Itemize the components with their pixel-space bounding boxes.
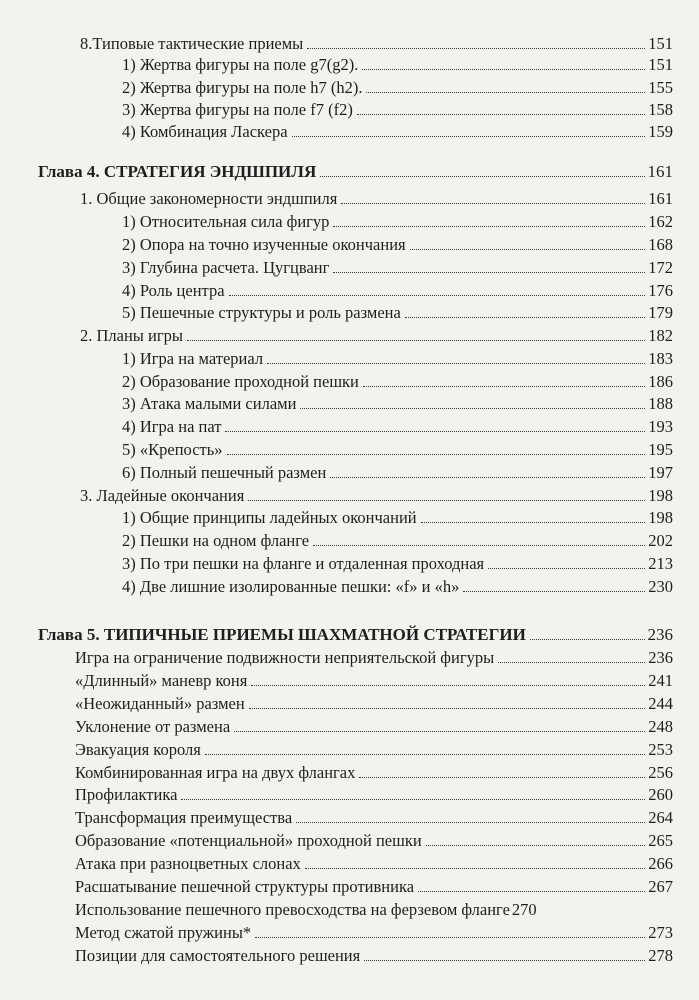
dot-leader: [359, 777, 645, 778]
toc-subsection: [122, 98, 673, 121]
dot-leader: [187, 340, 645, 341]
toc-entry-title: 2) Опора на точно изученные окончания: [122, 235, 406, 254]
toc-entry-title: Расшатывание пешечной структуры противника: [75, 877, 415, 896]
dot-leader: [225, 431, 645, 432]
dot-leader: [248, 500, 645, 501]
toc-entry-title: 4) Две лишние изолированные пешки: «f» и «h»: [122, 577, 460, 596]
toc-page-number: 197: [648, 463, 673, 482]
toc-page-number: 270: [511, 900, 537, 919]
toc-page-number: 267: [648, 877, 673, 896]
toc-page-number: 186: [648, 372, 673, 391]
toc-entry-title: 1) Игра на материал: [122, 349, 264, 368]
toc-section: [75, 829, 673, 852]
toc-subsection: [122, 210, 673, 233]
toc-subsection: [122, 120, 673, 143]
toc-section: [75, 806, 673, 829]
toc-subsection: [122, 506, 673, 529]
toc-subsection: [122, 279, 673, 302]
toc-section: [75, 898, 673, 921]
toc-section: [75, 669, 673, 692]
toc-page-number: 273: [648, 923, 673, 942]
dot-leader: [330, 477, 645, 478]
toc-entry-title: 4) Игра на пат: [122, 417, 222, 436]
toc-page-number: 266: [648, 854, 673, 873]
toc-subsection: [122, 301, 673, 324]
dot-leader: [305, 868, 645, 869]
toc-section: [75, 921, 673, 944]
toc-chapter-4: [38, 160, 673, 183]
toc-entry-title: Образование «потенциальной» проходной пешки: [75, 831, 422, 850]
dot-leader: [249, 708, 646, 709]
toc-page-number: 236: [648, 648, 673, 667]
toc-entry-title: Трансформация преимущества: [75, 808, 293, 827]
toc-subsection: [122, 461, 673, 484]
toc-subsection: [122, 392, 673, 415]
toc-page-number: 248: [648, 717, 673, 736]
toc-entry-title: Игра на ограничение подвижности неприятельской фигуры: [75, 648, 495, 667]
toc-section: [75, 692, 673, 715]
dot-leader: [300, 408, 645, 409]
toc-subsection: [122, 347, 673, 370]
dot-leader: [341, 203, 645, 204]
toc-page-number: 278: [648, 946, 673, 965]
dot-leader: [320, 176, 644, 177]
toc-page-number: 195: [648, 440, 673, 459]
toc-subsection: [122, 76, 673, 99]
toc-page-number: 260: [648, 785, 673, 804]
toc-entry-title: Метод сжатой пружины*: [75, 923, 252, 942]
toc-subsection: [122, 575, 673, 598]
toc-entry-title: 5) Пешечные структуры и роль размена: [122, 303, 401, 322]
dot-leader: [426, 845, 646, 846]
toc-page-number: 236: [647, 625, 673, 644]
toc-page-number: 244: [648, 694, 673, 713]
toc-page-number: 198: [648, 486, 673, 505]
toc-entry-title: 2) Образование проходной пешки: [122, 372, 359, 391]
toc-entry-title: 1) Жертва фигуры на поле g7(g2).: [122, 55, 359, 74]
toc-page-number: 253: [648, 740, 673, 759]
toc-section: [80, 187, 673, 210]
toc-entry-title: Использование пешечного превосходства на ферзевом фланге: [75, 900, 510, 919]
toc-page-number: 241: [648, 671, 673, 690]
toc-page-number: 188: [648, 394, 673, 413]
toc-entry-title: 4) Роль центра: [122, 281, 225, 300]
toc-entry-title: Позиции для самостоятельного решения: [75, 946, 361, 965]
toc-chapter-5: [38, 623, 673, 646]
toc-entry-title: 1) Общие принципы ладейных окончаний: [122, 508, 417, 527]
dot-leader: [362, 69, 645, 70]
dot-leader: [405, 317, 645, 318]
toc-section: [75, 783, 673, 806]
toc-entry-title: 1. Общие закономерности эндшпиля: [80, 189, 338, 208]
toc-section: [75, 944, 673, 967]
toc-section-8: [80, 32, 673, 55]
toc-entry-title: Уклонение от размена: [75, 717, 231, 736]
toc-subsection: [122, 233, 673, 256]
toc-page-number: 151: [648, 55, 673, 74]
dot-leader: [255, 937, 645, 938]
toc-subsection: [122, 438, 673, 461]
toc-section: [75, 738, 673, 761]
dot-leader: [227, 454, 646, 455]
chapter-title: Глава 5. ТИПИЧНЫЕ ПРИЕМЫ ШАХМАТНОЙ СТРАТЕГИИ: [38, 625, 526, 644]
toc-page-number: 162: [648, 212, 673, 231]
dot-leader: [418, 891, 645, 892]
toc-entry-title: Эвакуация короля: [75, 740, 201, 759]
toc-page-number: 158: [648, 100, 673, 119]
dot-leader: [357, 114, 645, 115]
toc-section: [80, 484, 673, 507]
dot-leader: [498, 662, 645, 663]
toc-page-number: 193: [648, 417, 673, 436]
dot-leader: [363, 386, 645, 387]
toc-page-number: 183: [648, 349, 673, 368]
dot-leader: [251, 685, 645, 686]
toc-page-number: 161: [647, 162, 673, 181]
toc-entry-title: 3) По три пешки на фланге и отдаленная проходная: [122, 554, 485, 573]
dot-leader: [333, 226, 645, 227]
toc-entry-title: 5) «Крепость»: [122, 440, 223, 459]
toc-entry-title: 8.Типовые тактические приемы: [80, 34, 304, 53]
dot-leader: [463, 591, 645, 592]
dot-leader: [410, 249, 646, 250]
toc-section: [75, 852, 673, 875]
toc-page-number: 213: [648, 554, 673, 573]
toc-page-number: 202: [648, 531, 673, 550]
toc-page-number: 161: [648, 189, 673, 208]
dot-leader: [229, 295, 646, 296]
toc-entry-title: 2) Жертва фигуры на поле h7 (h2).: [122, 78, 363, 97]
toc-page-number: 256: [648, 763, 673, 782]
chapter-title: Глава 4. СТРАТЕГИЯ ЭНДШПИЛЯ: [38, 162, 317, 181]
toc-entry-title: Атака при разноцветных слонах: [75, 854, 301, 873]
toc-entry-title: 3. Ладейные окончания: [80, 486, 245, 505]
dot-leader: [421, 522, 646, 523]
toc-page-number: 155: [648, 78, 673, 97]
dot-leader: [364, 960, 645, 961]
toc-section: [75, 646, 673, 669]
dot-leader: [181, 799, 645, 800]
toc-section: [80, 324, 673, 347]
toc-subsection: [122, 415, 673, 438]
toc-entry-title: 2) Пешки на одном фланге: [122, 531, 310, 550]
toc-page-number: 179: [648, 303, 673, 322]
dot-leader: [296, 822, 645, 823]
toc-page-number: 182: [648, 326, 673, 345]
toc-entry-title: Профилактика: [75, 785, 178, 804]
toc-subsection: [122, 53, 673, 76]
toc-page-number: 168: [648, 235, 673, 254]
toc-entry-title: Комбинированная игра на двух флангах: [75, 763, 356, 782]
toc-page-number: 151: [648, 34, 673, 53]
toc-entry-title: 6) Полный пешечный размен: [122, 463, 327, 482]
toc-entry-title: 3) Атака малыми силами: [122, 394, 297, 413]
dot-leader: [530, 639, 645, 640]
toc-page-number: 265: [648, 831, 673, 850]
toc-entry-title: 1) Относительная сила фигур: [122, 212, 330, 231]
toc-page-number: 159: [648, 122, 673, 141]
toc-entry-title: 4) Комбинация Ласкера: [122, 122, 288, 141]
toc-entry-title: 2. Планы игры: [80, 326, 183, 345]
dot-leader: [205, 754, 645, 755]
dot-leader: [267, 363, 645, 364]
toc-section: [75, 715, 673, 738]
toc-section: [75, 761, 673, 784]
toc-entry-title: 3) Глубина расчета. Цугцванг: [122, 258, 330, 277]
dot-leader: [313, 545, 645, 546]
toc-page-number: 230: [648, 577, 673, 596]
toc-page-number: 176: [648, 281, 673, 300]
dot-leader: [366, 92, 645, 93]
dot-leader: [333, 272, 645, 273]
toc-subsection: [122, 552, 673, 575]
toc-page-number: 172: [648, 258, 673, 277]
dot-leader: [307, 48, 645, 49]
toc-page-number: 198: [648, 508, 673, 527]
toc-subsection: [122, 529, 673, 552]
toc-subsection: [122, 370, 673, 393]
toc-subsection: [122, 256, 673, 279]
dot-leader: [488, 568, 645, 569]
toc-page-number: 264: [648, 808, 673, 827]
toc-entry-title: «Неожиданный» размен: [75, 694, 245, 713]
toc-section: [75, 875, 673, 898]
dot-leader: [234, 731, 645, 732]
toc-entry-title: 3) Жертва фигуры на поле f7 (f2): [122, 100, 353, 119]
toc-entry-title: «Длинный» маневр коня: [75, 671, 248, 690]
dot-leader: [292, 136, 646, 137]
